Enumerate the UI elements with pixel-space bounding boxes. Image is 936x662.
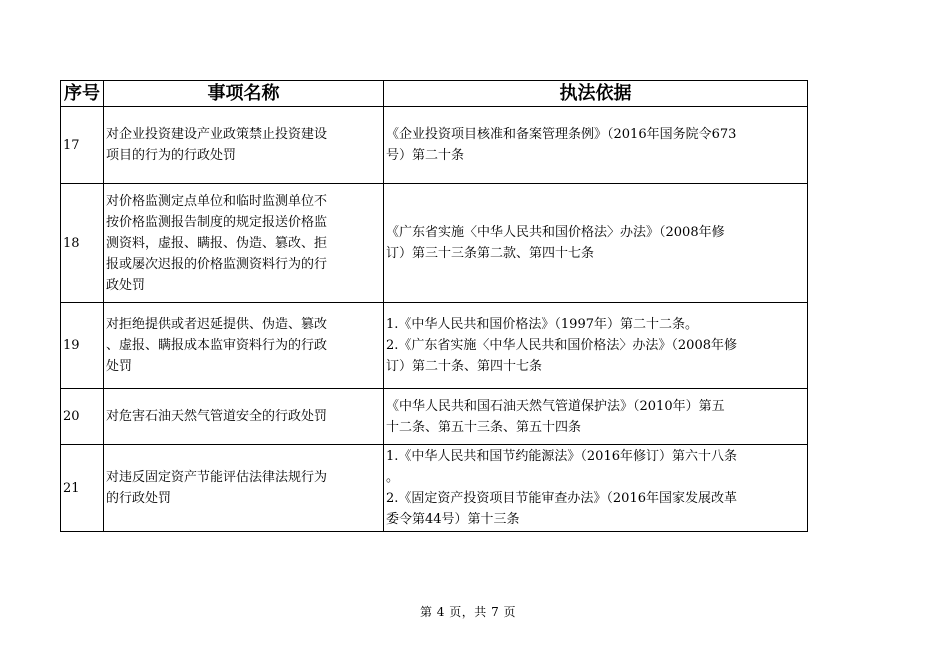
- header-legal-basis: 执法依据: [384, 81, 808, 107]
- item-name: [104, 445, 384, 532]
- legal-basis: [384, 303, 808, 389]
- legal-basis-line: 委令第44号）第十三条: [386, 512, 520, 527]
- legal-basis-line: 《中华人民共和国石油天然气管道保护法》（2010年）第五: [386, 398, 725, 414]
- header-serial: 序号: [61, 81, 104, 107]
- row-number: 17: [61, 107, 104, 184]
- item-name-line: 对价格监测定点单位和临时监测单位不: [106, 193, 328, 209]
- item-name-line: 政处罚: [106, 277, 146, 293]
- header-item-name: 事项名称: [104, 81, 384, 107]
- item-name-line: 的行政处罚: [106, 491, 172, 506]
- item-name: [104, 389, 384, 445]
- table-row: [61, 303, 808, 389]
- item-name: [104, 303, 384, 389]
- legal-basis-line: 号）第二十条: [386, 148, 465, 163]
- legal-basis-line: 1.《中华人民共和国价格法》（1997年）第二十二条。: [386, 317, 698, 332]
- item-name-line: 对拒绝提供或者迟延提供、伪造、篡改: [106, 317, 328, 332]
- legal-basis-line: 2.《固定资产投资项目节能审查办法》（2016年国家发展改革: [386, 491, 737, 506]
- item-name-line: 项目的行为的行政处罚: [106, 148, 237, 163]
- row-number: 21: [61, 445, 104, 532]
- enforcement-table: [60, 80, 808, 532]
- row-number: 19: [61, 303, 104, 389]
- item-name-line: 、虚报、瞒报成本监审资料行为的行政: [106, 338, 328, 353]
- legal-basis: [384, 184, 808, 303]
- legal-basis-line: 《广东省实施〈中华人民共和国价格法〉办法》（2008年修: [386, 225, 725, 240]
- table-row: [61, 389, 808, 445]
- legal-basis: [384, 445, 808, 532]
- row-number: 18: [61, 184, 104, 303]
- item-name-line: 对违反固定资产节能评估法律法规行为: [106, 470, 328, 485]
- item-name: [104, 184, 384, 303]
- item-name-line: 处罚: [106, 359, 133, 374]
- legal-basis-line: 2.《广东省实施〈中华人民共和国价格法〉办法》（2008年修: [386, 338, 737, 353]
- legal-basis-line: 订）第三十三条第二款、第四十七条: [386, 246, 595, 261]
- header-row: [61, 81, 808, 107]
- item-name-line: 按价格监测报告制度的规定报送价格监: [106, 214, 328, 230]
- legal-basis: [384, 107, 808, 184]
- legal-basis-line: 订）第二十条、第四十七条: [386, 359, 543, 374]
- legal-basis-line: 十二条、第五十三条、第五十四条: [386, 419, 582, 435]
- item-name: [104, 107, 384, 184]
- item-name-line: 报或屡次迟报的价格监测资料行为的行: [106, 256, 328, 272]
- row-number: 20: [61, 389, 104, 445]
- item-name-line: 对企业投资建设产业政策禁止投资建设: [106, 127, 328, 142]
- item-name-line: 测资料，虚报、瞒报、伪造、篡改、拒: [106, 235, 328, 251]
- legal-basis: [384, 389, 808, 445]
- page-number-footer: 第 4 页，共 7 页: [419, 605, 517, 619]
- table-row: [61, 184, 808, 303]
- table-row: [61, 445, 808, 532]
- table-row: [61, 107, 808, 184]
- item-name-line: 对危害石油天然气管道安全的行政处罚: [106, 409, 328, 424]
- legal-basis-line: 1.《中华人民共和国节约能源法》（2016年修订）第六十八条: [386, 449, 737, 464]
- legal-basis-line: 《企业投资项目核准和备案管理条例》（2016年国务院令673: [386, 127, 737, 142]
- legal-basis-line: 。: [386, 470, 400, 485]
